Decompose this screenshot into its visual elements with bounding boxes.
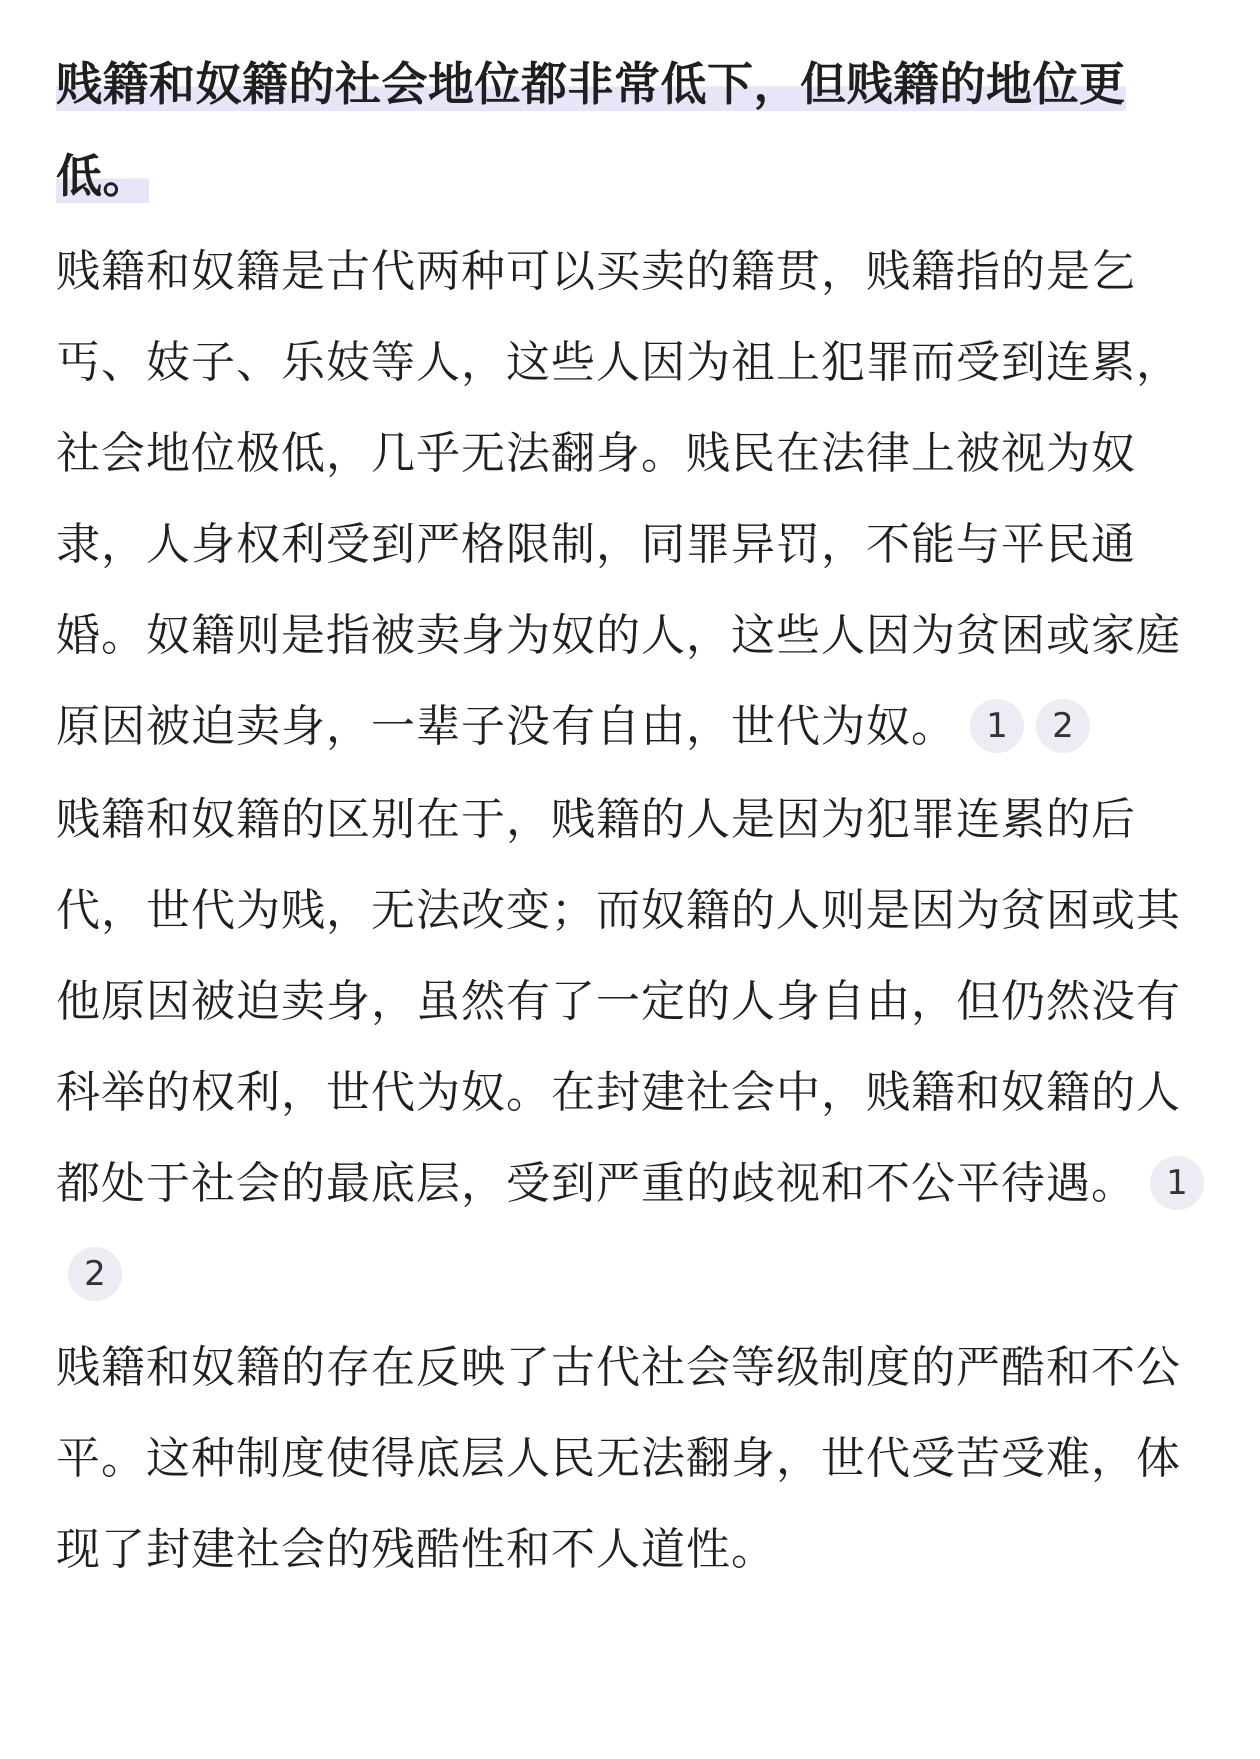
paragraph-text: 贱籍和奴籍的区别在于，贱籍的人是因为犯罪连累的后代，世代为贱，无法改变；而奴籍的人则是因为贫困或其他原因被迫卖身，虽然有了一定的人身自由，但仍然没有科举的权利，世代为奴。在封建社会中，贱籍和奴籍的人都处于社会的最底层，受到严重的歧视和不公平待遇。 <box>56 794 1181 1209</box>
citation-badge[interactable]: 2 <box>68 1247 122 1301</box>
paragraph-1 <box>56 226 1206 772</box>
answer-headline <box>56 38 1206 222</box>
paragraph-3 <box>56 1322 1206 1595</box>
citation-badge[interactable]: 1 <box>1150 1156 1204 1210</box>
paragraph-2 <box>56 774 1206 1320</box>
headline-text: 贱籍和奴籍的社会地位都非常低下，但贱籍的地位更低。 <box>56 57 1126 203</box>
answer-content <box>56 38 1206 1597</box>
paragraph-text: 贱籍和奴籍是古代两种可以买卖的籍贯，贱籍指的是乞丐、妓子、乐妓等人，这些人因为祖上犯罪而受到连累，社会地位极低，几乎无法翻身。贱民在法律上被视为奴隶，人身权利受到严格限制，同罪异罚，不能与平民通婚。奴籍则是指被卖身为奴的人，这些人因为贫困或家庭原因被迫卖身，一辈子没有自由，世代为奴。 <box>56 246 1181 752</box>
citation-badge[interactable]: 2 <box>1036 699 1090 753</box>
paragraph-text: 贱籍和奴籍的存在反映了古代社会等级制度的严酷和不公平。这种制度使得底层人民无法翻身，世代受苦受难，体现了封建社会的残酷性和不人道性。 <box>56 1342 1181 1575</box>
citation-badge[interactable]: 1 <box>970 699 1024 753</box>
